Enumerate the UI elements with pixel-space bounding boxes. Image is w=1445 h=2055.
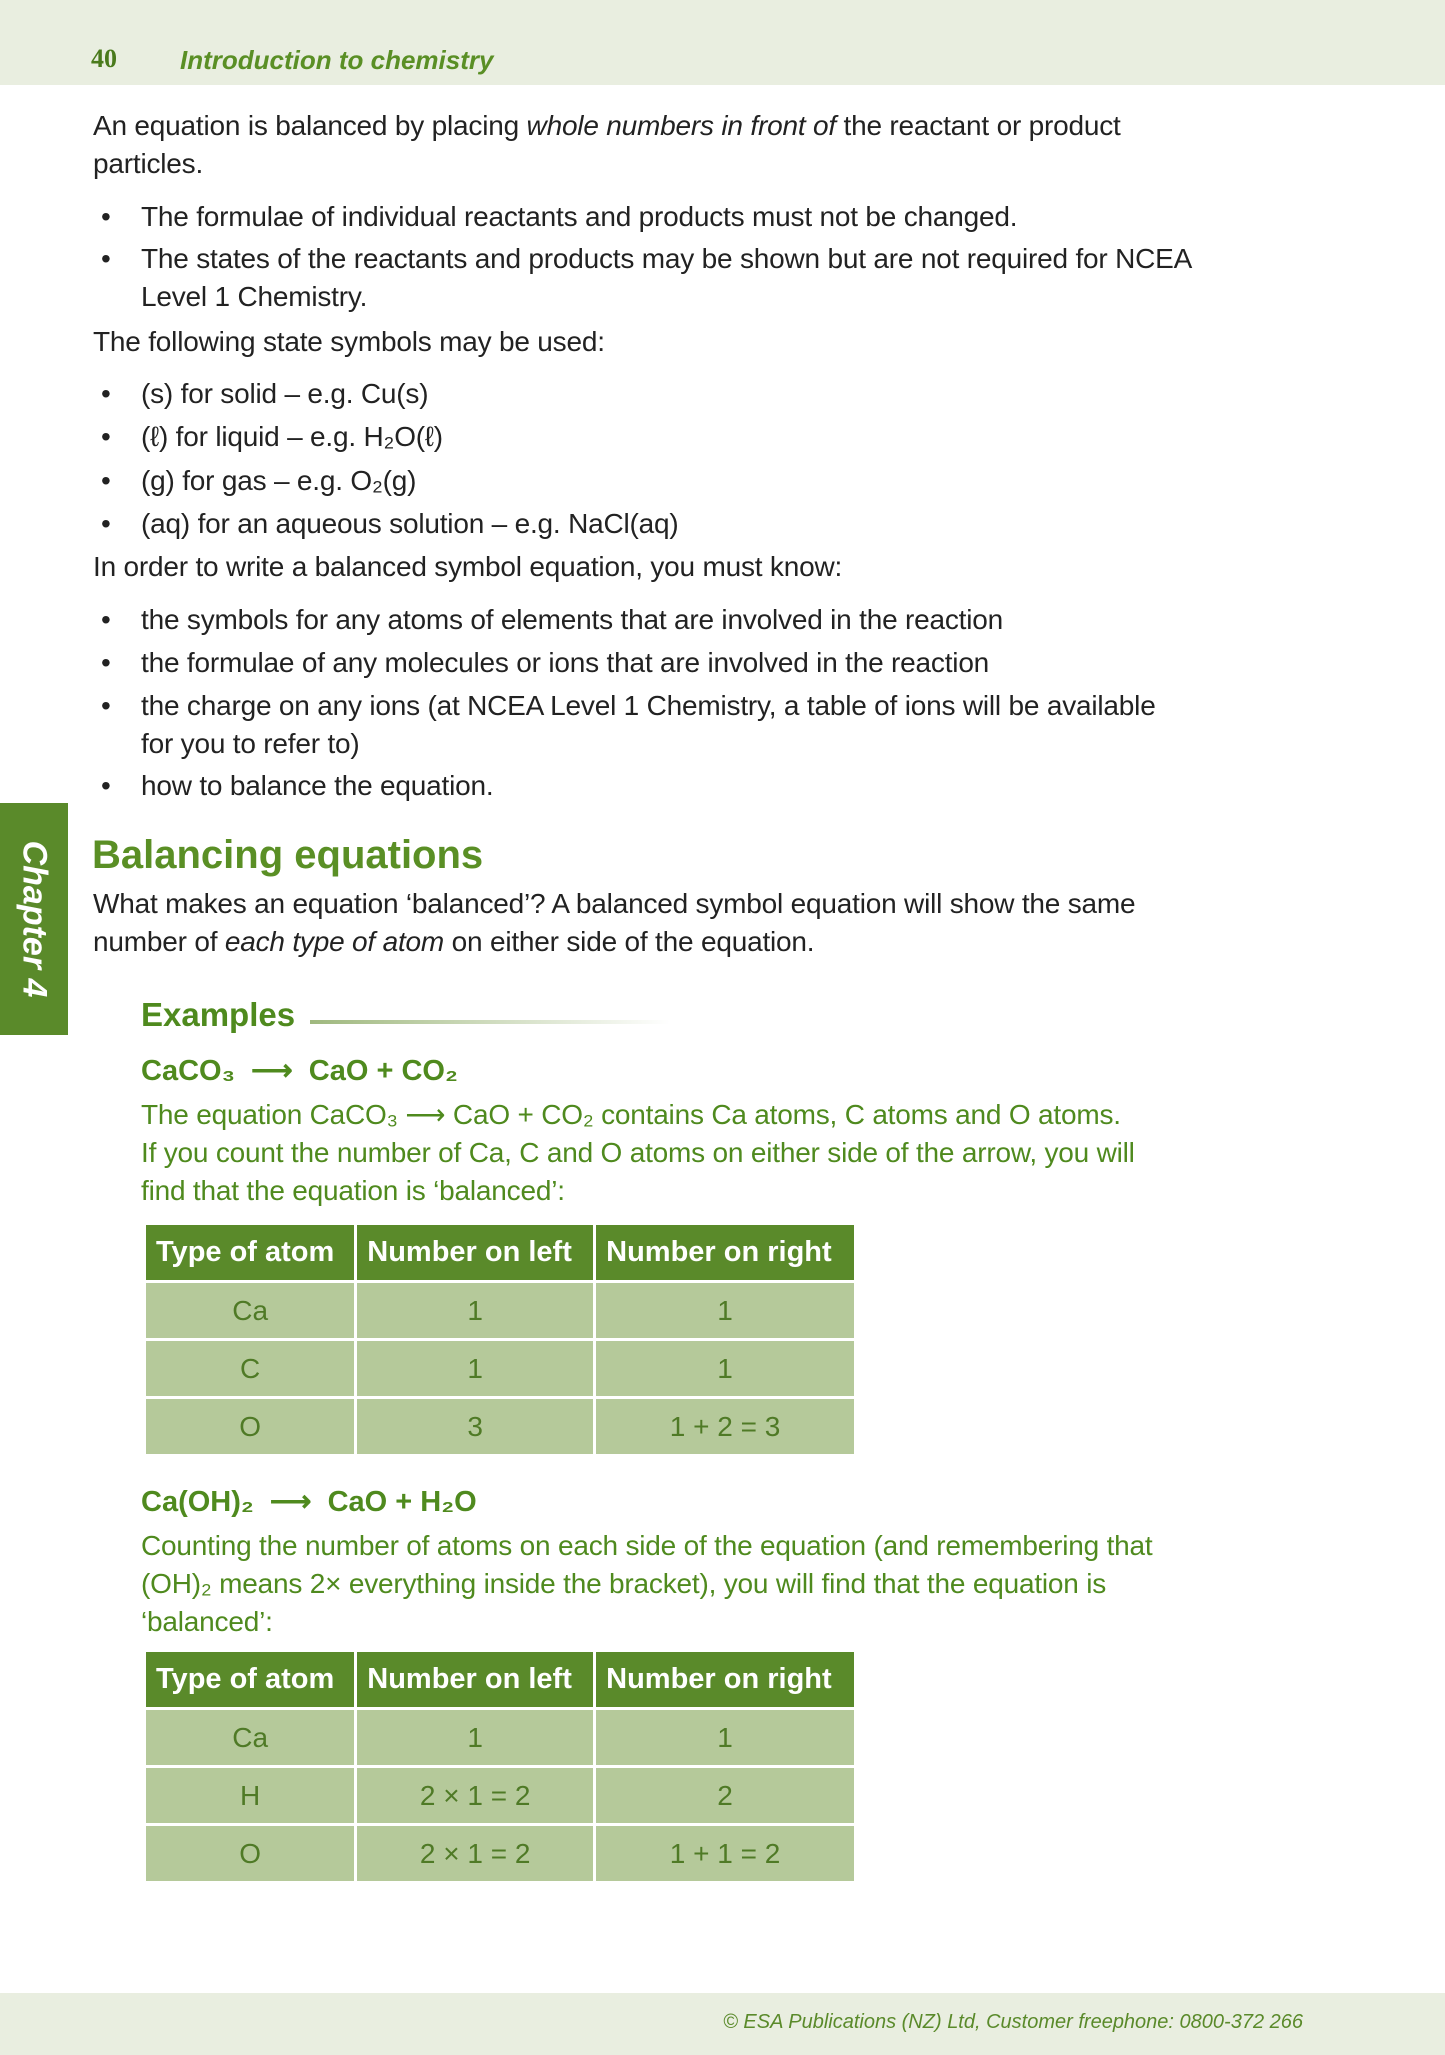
list-item: • (g) for gas – e.g. O₂(g)	[101, 465, 417, 496]
cell: 1 + 1 = 2	[596, 1826, 854, 1881]
chapter-tab	[0, 803, 68, 1035]
cell: Ca	[146, 1710, 354, 1765]
list-item: • the symbols for any atoms of elements that are involved in the reaction	[101, 604, 1004, 635]
states-intro: The following state symbols may be used:	[93, 326, 605, 357]
intro-paragraph	[93, 107, 1343, 183]
text: find that the equation is ‘balanced’:	[141, 1175, 565, 1206]
list-item: • how to balance the equation.	[101, 770, 494, 801]
section-paragraph	[93, 885, 1393, 961]
text: particles.	[93, 148, 204, 179]
text: number of	[93, 926, 225, 957]
equation-1: CaCO₃ ⟶ CaO + CO₂	[141, 1055, 458, 1087]
section-heading: Balancing equations	[92, 833, 484, 877]
table-row	[146, 1768, 854, 1823]
list-item: • (s) for solid – e.g. Cu(s)	[101, 378, 429, 409]
text: (ℓ) for liquid – e.g. H₂O(ℓ)	[141, 421, 443, 452]
cell: 2 × 1 = 2	[357, 1826, 593, 1881]
table-row	[146, 1399, 854, 1454]
examples-label: Examples	[141, 996, 296, 1033]
text: The states of the reactants and products may be shown but are not required for NCEA	[141, 243, 1193, 274]
list-item: • (aq) for an aqueous solution – e.g. NaCl(aq)	[101, 508, 679, 539]
page-number: 40	[91, 44, 117, 73]
text: If you count the number of Ca, C and O atoms on either side of the arrow, you will	[141, 1137, 1135, 1168]
cell: C	[146, 1341, 354, 1396]
table-row	[146, 1826, 854, 1881]
cell: 1	[357, 1341, 593, 1396]
list-item: • the formulae of any molecules or ions that are involved in the reaction	[101, 647, 990, 678]
text: (OH)₂ means 2× everything inside the bracket), you will find that the equation is	[141, 1568, 1107, 1599]
cell: 1	[357, 1710, 593, 1765]
text: ‘balanced’:	[141, 1606, 273, 1637]
cell: 2 × 1 = 2	[357, 1768, 593, 1823]
text: on either side of the equation.	[444, 926, 815, 957]
chapter-tab-label: Chapter 4	[15, 840, 54, 998]
list-item: • The formulae of individual reactants and products must not be changed.	[101, 201, 1018, 232]
text: (g) for gas – e.g. O₂(g)	[141, 465, 417, 496]
cell: 3	[357, 1399, 593, 1454]
column-header: Type of atom	[146, 1652, 354, 1707]
column-header: Number on left	[357, 1652, 593, 1707]
text: An equation is balanced by placing	[93, 110, 527, 141]
text: the reactant or product	[835, 110, 1121, 141]
cell: 1	[596, 1283, 854, 1338]
text: the charge on any ions (at NCEA Level 1 Chemistry, a table of ions will be available	[141, 690, 1156, 721]
equation-2: Ca(OH)₂ ⟶ CaO + H₂O	[141, 1486, 477, 1518]
text: the symbols for any atoms of elements that are involved in the reaction	[141, 604, 1004, 635]
divider	[310, 1020, 670, 1024]
cell: O	[146, 1399, 354, 1454]
cell: 1	[596, 1710, 854, 1765]
list-item: • (ℓ) for liquid – e.g. H₂O(ℓ)	[101, 421, 443, 452]
table-header-row	[146, 1225, 854, 1280]
text: (aq) for an aqueous solution – e.g. NaCl(aq)	[141, 508, 679, 539]
text: how to balance the equation.	[141, 770, 494, 801]
text: What makes an equation ‘balanced’? A balanced symbol equation will show the same	[93, 888, 1136, 919]
column-header: Number on right	[596, 1225, 854, 1280]
column-header: Type of atom	[146, 1225, 354, 1280]
list-item: • the charge on any ions (at NCEA Level 1 Chemistry, a table of ions will be available for you to refer to)	[101, 690, 1156, 759]
table-row	[146, 1710, 854, 1765]
header-band	[0, 0, 1445, 85]
cell: 1 + 2 = 3	[596, 1399, 854, 1454]
cell: Ca	[146, 1283, 354, 1338]
text: The equation CaCO₃ ⟶ CaO + CO₂ contains Ca atoms, C atoms and O atoms.	[141, 1099, 1121, 1130]
atom-count-table-1	[143, 1222, 857, 1457]
list-item: • The states of the reactants and products may be shown but are not required for NCEA Level 1 Chemistry.	[101, 243, 1193, 312]
footer-text: © ESA Publications (NZ) Ltd, Customer freephone: 0800-372 266	[723, 2011, 1303, 2033]
know-intro: In order to write a balanced symbol equation, you must know:	[93, 551, 843, 582]
cell: O	[146, 1826, 354, 1881]
cell: H	[146, 1768, 354, 1823]
emphasis: whole numbers in front of	[526, 110, 836, 141]
text: The formulae of individual reactants and products must not be changed.	[141, 201, 1018, 232]
text: Counting the number of atoms on each side of the equation (and remembering that	[141, 1530, 1153, 1561]
cell: 1	[596, 1341, 854, 1396]
example-2-text	[141, 1527, 1421, 1641]
cell: 2	[596, 1768, 854, 1823]
text: the formulae of any molecules or ions that are involved in the reaction	[141, 647, 990, 678]
text: Level 1 Chemistry.	[141, 281, 368, 312]
column-header: Number on left	[357, 1225, 593, 1280]
example-1-text	[141, 1096, 1421, 1210]
cell: 1	[357, 1283, 593, 1338]
emphasis: each type of atom	[224, 926, 445, 957]
column-header: Number on right	[596, 1652, 854, 1707]
examples-heading	[141, 996, 670, 1034]
text: (s) for solid – e.g. Cu(s)	[141, 378, 429, 409]
table-row	[146, 1341, 854, 1396]
running-title: Introduction to chemistry	[180, 45, 494, 75]
footer-band	[0, 1993, 1445, 2055]
text: for you to refer to)	[141, 728, 360, 759]
table-row	[146, 1283, 854, 1338]
table-header-row	[146, 1652, 854, 1707]
atom-count-table-2	[143, 1649, 857, 1884]
